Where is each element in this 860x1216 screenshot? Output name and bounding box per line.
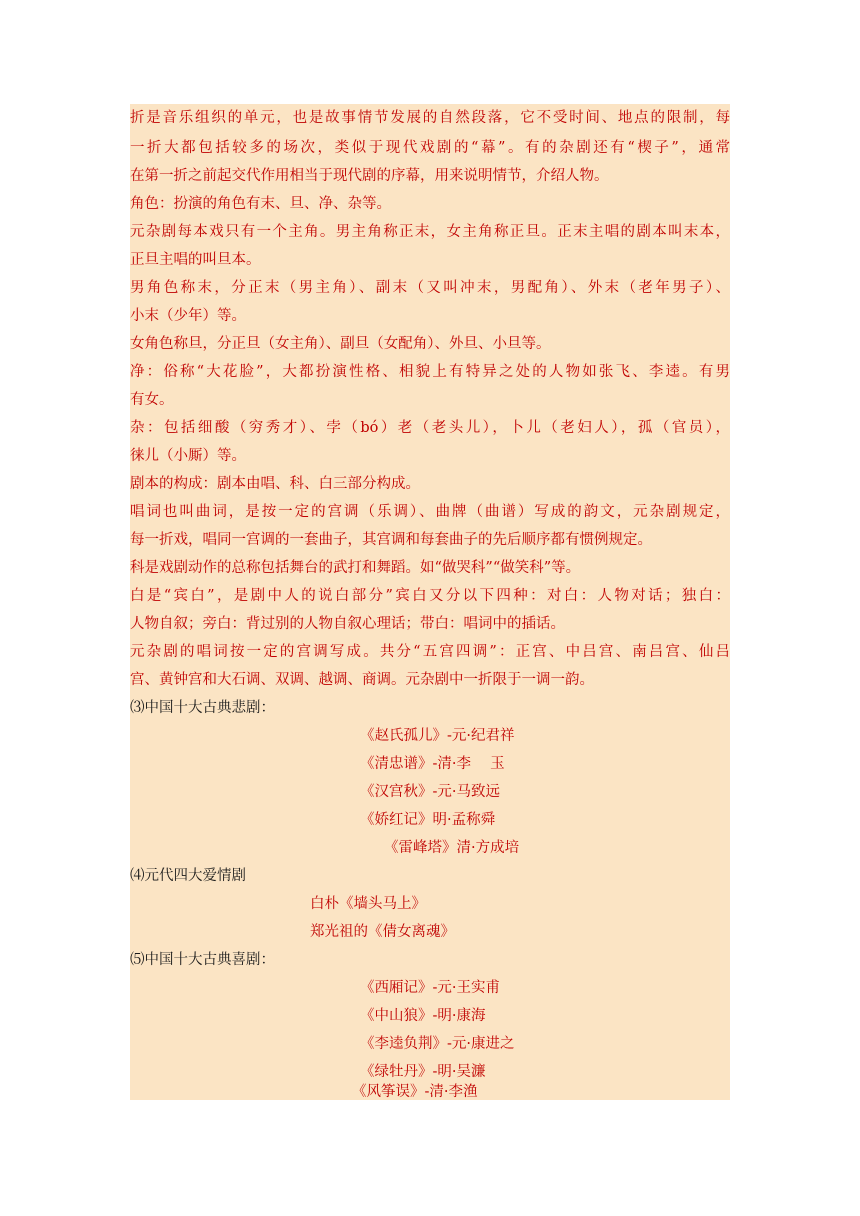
text-line: 小末（少年）等。 [130, 308, 246, 324]
text-line: 一折大都包括较多的场次，类似于现代戏剧的“幕”。有的杂剧还有“楔子”，通常 [130, 140, 730, 156]
list-row [130, 918, 730, 946]
list-row [130, 750, 730, 778]
play-entry: 《汉宫秋》-元·马致远 [360, 784, 501, 800]
text-line: 男角色称末，分正末（男主角）、副末（又叫冲末，男配角）、外末（老年男子）、 [130, 280, 730, 296]
play-entry: 郑光祖的《倩女离魂》 [310, 924, 455, 940]
play-entry: 《雷峰塔》清·方成培 [384, 840, 520, 856]
list-row [130, 778, 730, 806]
play-entry: 《赵氏孤儿》-元·纪君祥 [360, 728, 515, 744]
play-entry: 白朴《墙头马上》 [310, 896, 426, 912]
text-line: 有女。 [130, 392, 174, 408]
list-row [130, 834, 730, 862]
text-line: 杂：包括细酸（穷秀才）、孛（bó）老（老头儿），卜儿（老妇人），孤（官员）， [130, 420, 730, 436]
section-heading-tragedies: ⑶中国十大古典悲剧： [130, 700, 275, 716]
list-row [130, 1078, 730, 1106]
list-row [130, 890, 730, 918]
play-entry: 《清忠谱》-清·李 玉 [360, 756, 505, 772]
text-line: 剧本的构成：剧本由唱、科、白三部分构成。 [130, 476, 420, 492]
text-line: 元杂剧每本戏只有一个主角。男主角称正末，女主角称正旦。正末主唱的剧本叫末本， [130, 224, 730, 240]
highlighted-text-block [130, 104, 730, 1100]
text-line: 正旦主唱的叫旦本。 [130, 252, 261, 268]
play-entry: 《风筝误》-清·李渔 [352, 1084, 478, 1100]
text-line: 人物自叙；旁白：背过别的人物自叙心理话；带白：唱词中的插话。 [130, 616, 565, 632]
text-line: 元杂剧的唱词按一定的宫调写成。共分“五宫四调”：正宫、中吕宫、南吕宫、仙吕 [130, 644, 730, 660]
text-line: 折是音乐组织的单元，也是故事情节发展的自然段落，它不受时间、地点的限制，每 [130, 110, 730, 126]
play-entry: 《绿牡丹》-明·吴濂 [360, 1064, 486, 1080]
text-line: 在第一折之前起交代作用相当于现代剧的序幕，用来说明情节，介绍人物。 [130, 168, 609, 184]
text-line: 宫、黄钟宫和大石调、双调、越调、商调。元杂剧中一折限于一调一韵。 [130, 672, 594, 688]
text-line: 徕儿（小厮）等。 [130, 448, 246, 464]
text-line: 女角色称旦，分正旦（女主角）、副旦（女配角）、外旦、小旦等。 [130, 336, 551, 352]
text-line: 唱词也叫曲词，是按一定的宫调（乐调）、曲牌（曲谱）写成的韵文，元杂剧规定， [130, 504, 730, 520]
list-row [130, 722, 730, 750]
list-row [130, 806, 730, 834]
section-heading-comedies: ⑸中国十大古典喜剧： [130, 952, 275, 968]
text-line: 角色：扮演的角色有末、旦、净、杂等。 [130, 196, 391, 212]
text-line: 白是“宾白”，是剧中人的说白部分”宾白又分以下四种：对白：人物对话；独白： [130, 588, 730, 604]
play-entry: 《娇红记》明·孟称舜 [360, 812, 496, 828]
play-entry: 《西厢记》-元·王实甫 [360, 980, 501, 996]
play-entry: 《中山狼》-明·康海 [360, 1008, 486, 1024]
text-line: 净：俗称“大花脸”，大都扮演性格、相貌上有特异之处的人物如张飞、李逵。有男 [130, 364, 730, 380]
list-row [130, 1030, 730, 1058]
list-row [130, 1002, 730, 1030]
text-line: 科是戏剧动作的总称包括舞台的武打和舞蹈。如“做哭科”“做笑科”等。 [130, 560, 581, 576]
section-heading-love-plays: ⑷元代四大爱情剧 [130, 868, 246, 884]
text-line: 每一折戏，唱同一宫调的一套曲子，其宫调和每套曲子的先后顺序都有惯例规定。 [130, 532, 652, 548]
list-row [130, 974, 730, 1002]
play-entry: 《李逵负荆》-元·康进之 [360, 1036, 515, 1052]
